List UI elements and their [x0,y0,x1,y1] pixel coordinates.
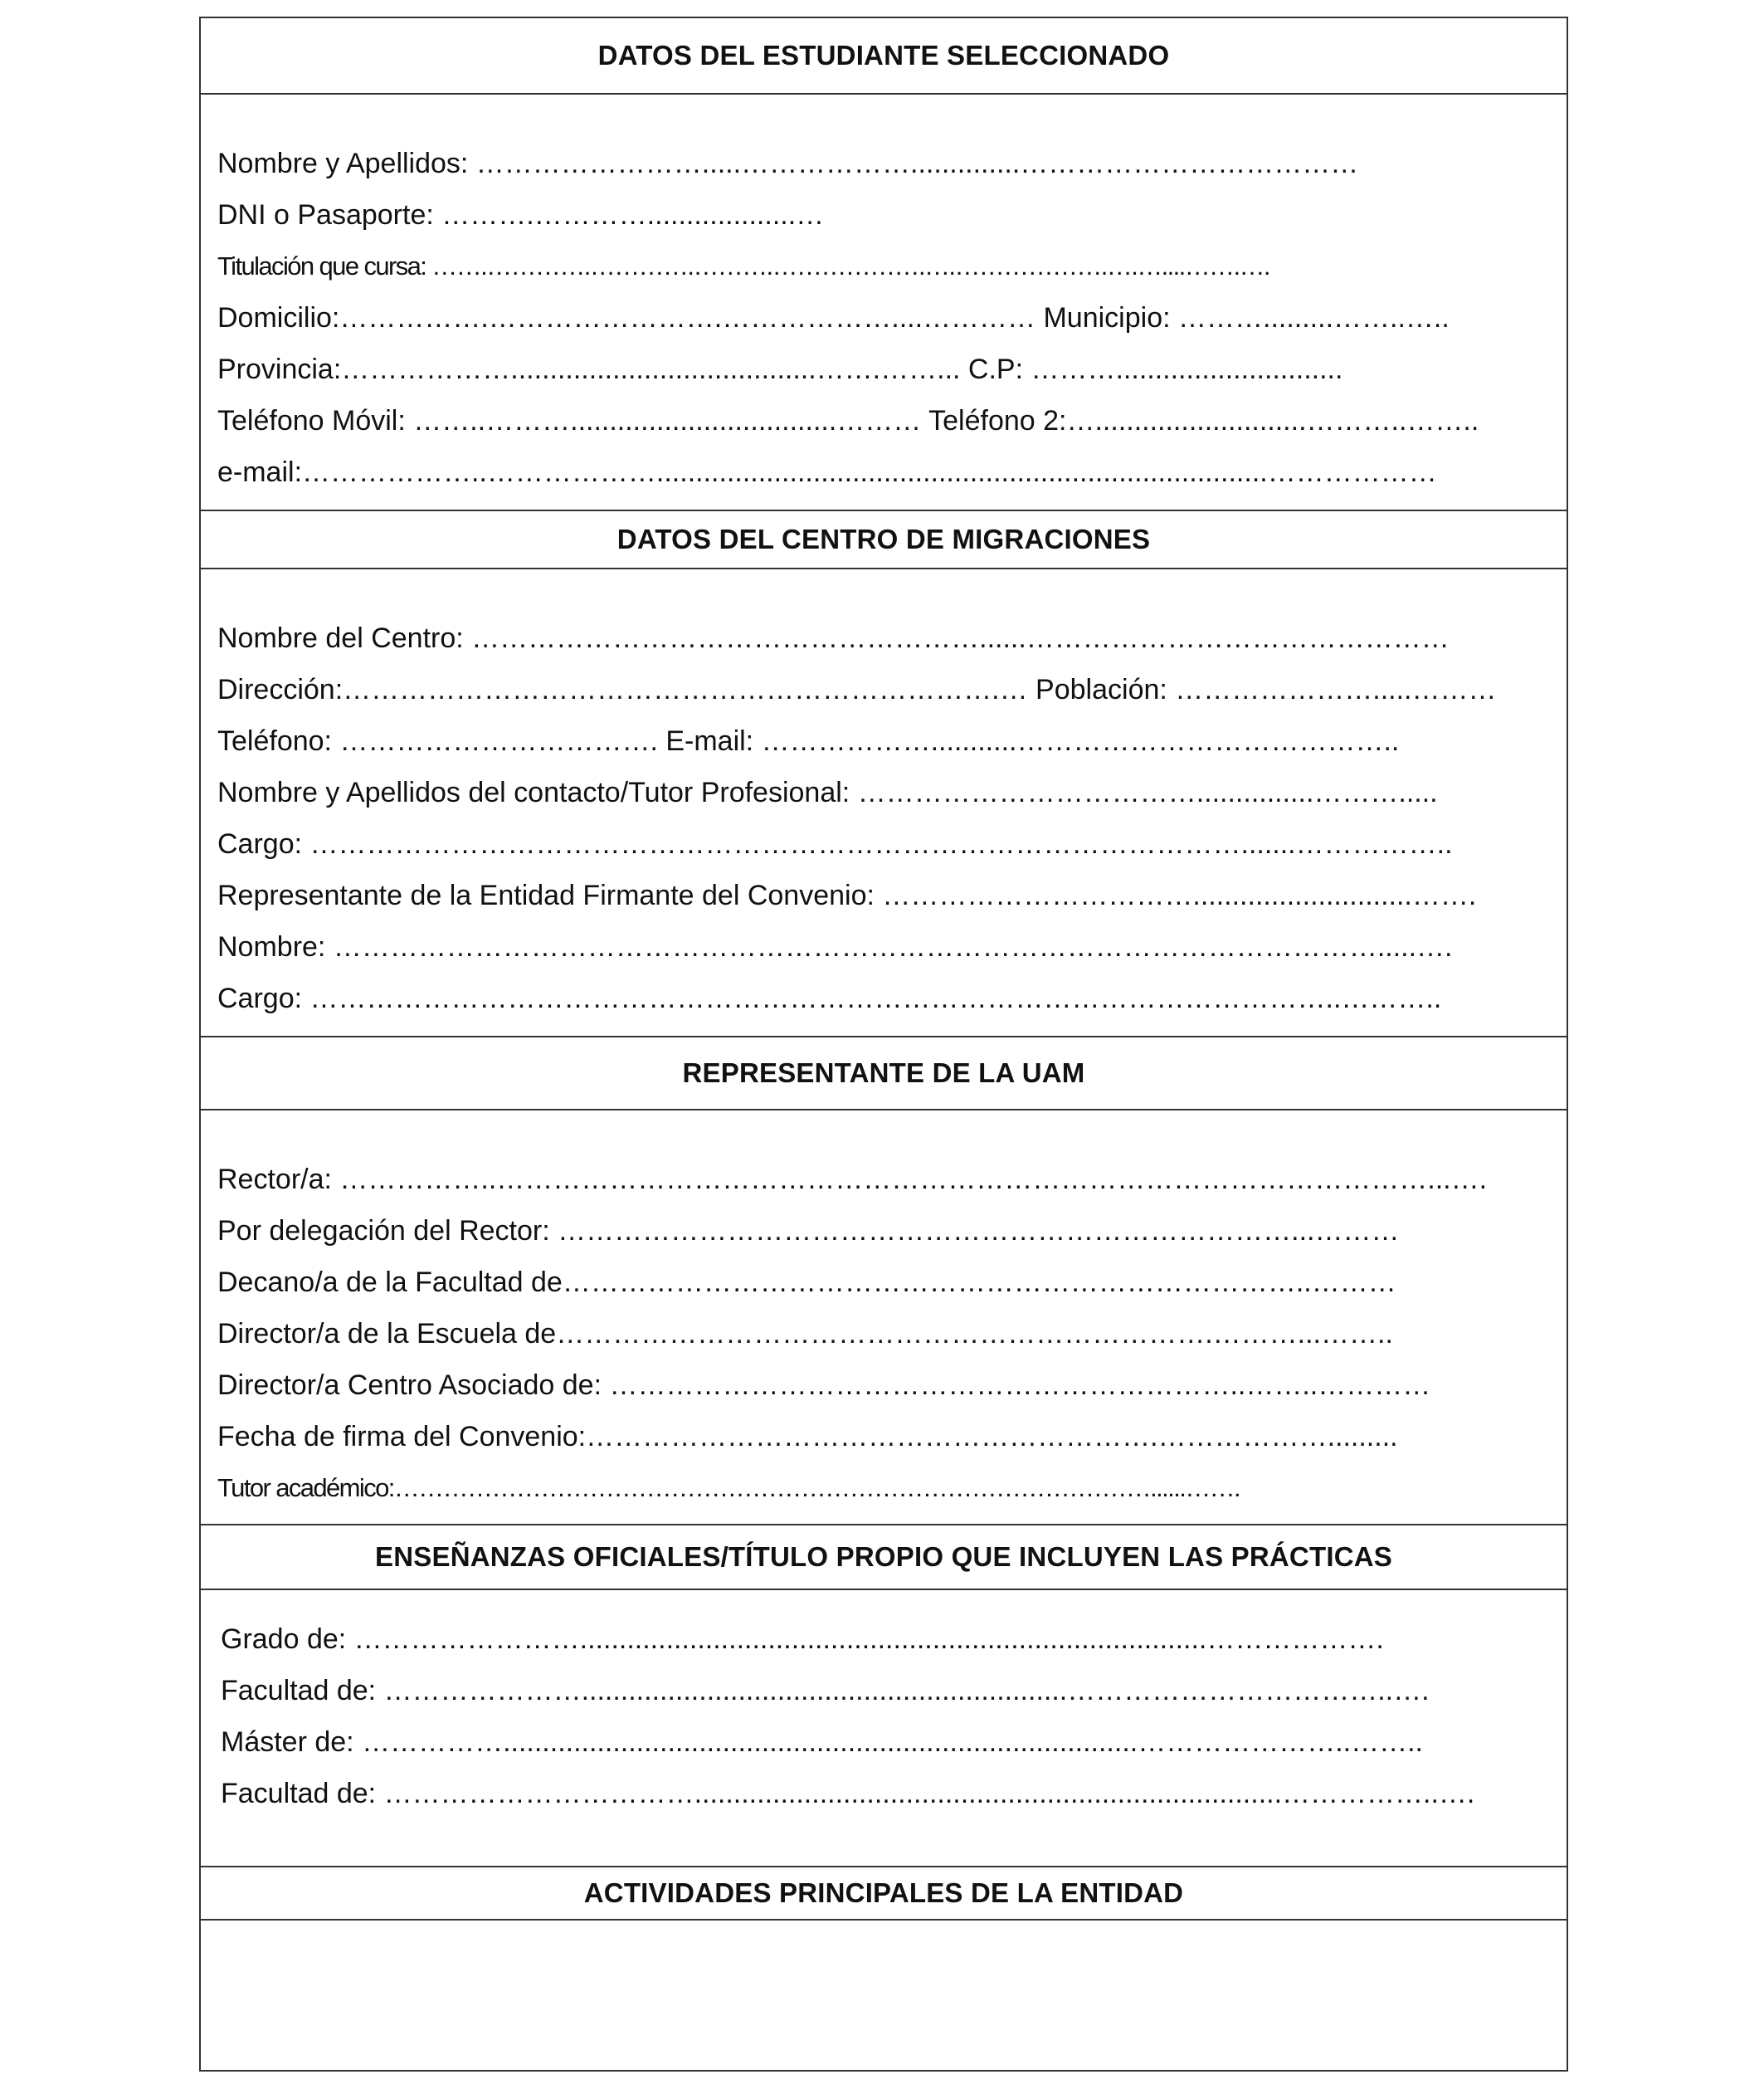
center-representative-role-field[interactable]: Cargo: ………………………………………………………………………………………………..……….. [217,983,1442,1014]
divider [201,1589,1567,1590]
divider [201,93,1567,95]
student-name-field[interactable]: Nombre y Apellidos: …………………….....………………..............……………………………… [217,148,1359,179]
uam-school-director-field[interactable]: Director/a de la Escuela de…………………………………………………………….………...…….. [217,1318,1393,1350]
section-header-studies [201,1525,1567,1589]
section-header-center [201,511,1567,568]
student-email-field[interactable]: e-mail:………………..………………..............................................................................……………… [217,456,1437,488]
internship-form [199,17,1568,2072]
studies-degree-field[interactable]: Grado de: ……………………................................................................................………………. [221,1623,1384,1655]
student-phone-field[interactable]: Teléfono Móvil: ……..………..................................……… Teléfono 2:…...........................………..…….. [217,405,1479,437]
uam-rector-field[interactable]: Rector/a: ……………..………………………………………………………………………………………...…. [217,1164,1488,1195]
activities-text-area[interactable] [201,1921,1567,2070]
center-contact-role-field[interactable]: Cargo: ……………………………………………………………………………………….......…………….. [217,828,1453,860]
section-header-activities [201,1867,1567,1919]
studies-faculty-field[interactable]: Facultad de: …………………..............................................................……………………………..…. [221,1675,1430,1706]
section-title-uam: REPRESENTANTE DE LA UAM [682,1057,1085,1088]
uam-associated-center-field[interactable]: Director/a Centro Asociado de: …………………………………………………………..……..………… [217,1369,1431,1401]
student-degree-field[interactable]: Titulación que cursa: …….………….………….……….……………….….……………….….…....…….…. [217,251,1269,281]
center-representative-field[interactable]: Representante de la Entidad Firmante del Convenio: ……………………………............................……. [217,880,1477,911]
section-header-student [201,18,1567,93]
center-phone-field[interactable]: Teléfono: ……………………………. E-mail: ………………...........………………………………….. [217,725,1400,757]
uam-delegation-field[interactable]: Por delegación del Rector: ……………………………………………………………………...……… [217,1215,1400,1247]
center-address-field[interactable]: Dirección:…………………………………………………………….… Población: ………………….....……… [217,674,1497,705]
uam-signature-date-field[interactable]: Fecha de firma del Convenio:…………………………………………………….………………......... [217,1421,1398,1452]
student-province-field[interactable]: Provincia:……………….......................................…….……... C.P: ………............................. [217,354,1343,385]
center-contact-field[interactable]: Nombre y Apellidos del contacto/Tutor Profesional: ………………………………...............………..... [217,777,1438,808]
center-name-field[interactable]: Nombre del Centro: ………………………………………………......……………………………………… [217,622,1450,654]
section-header-uam [201,1037,1567,1109]
uam-dean-field[interactable]: Decano/a de la Facultad de……………………………………………………………………..……… [217,1267,1396,1298]
section-title-student: DATOS DEL ESTUDIANTE SELECCIONADO [597,40,1170,71]
studies-master-faculty-field[interactable]: Facultad de: ……………………………...........................................................................……………..…. [221,1778,1475,1809]
studies-master-field[interactable]: Máster de: …………….................................................................................…………………..…….. [221,1726,1424,1758]
divider [201,568,1567,569]
uam-academic-tutor-field[interactable]: Tutor académico:…………………………………………………………………………………......……. [217,1473,1240,1502]
section-title-activities: ACTIVIDADES PRINCIPALES DE LA ENTIDAD [583,1877,1184,1908]
divider [201,1109,1567,1110]
section-title-center: DATOS DEL CENTRO DE MIGRACIONES [616,524,1151,554]
section-title-studies: ENSEÑANZAS OFICIALES/TÍTULO PROPIO QUE INCLUYEN LAS PRÁCTICAS [375,1541,1392,1572]
student-address-field[interactable]: Domicilio:…………….…………………….………………....………… Municipio: ……….........……..….. [217,302,1450,334]
center-representative-name-field[interactable]: Nombre: ………………………………………………………………………………………………….....…. [217,931,1453,963]
student-id-field[interactable]: DNI o Pasaporte: ……….…………...................… [217,199,825,231]
